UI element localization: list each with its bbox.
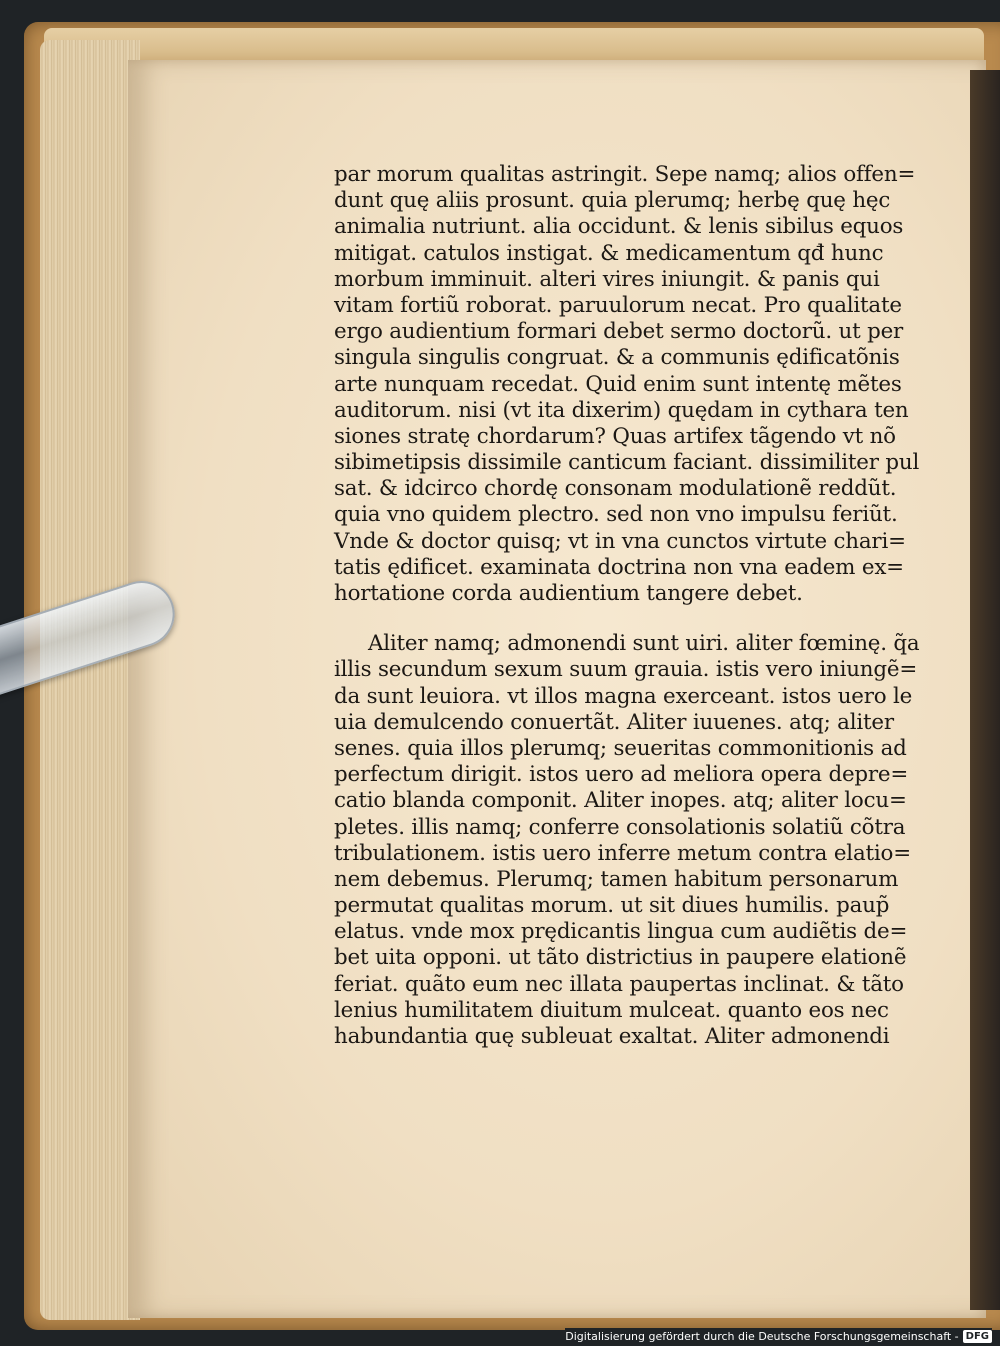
text-line: lenius humilitatem diuitum mulceat. quanto eos nec	[334, 997, 889, 1023]
page-text	[334, 162, 934, 1050]
text-line: sat. & idcirco chordę consonam modulationẽ reddũt.	[334, 476, 897, 502]
text-line: singula singulis congruat. & a communis ędificatõnis	[334, 345, 900, 371]
text-line: senes. quia illos plerumq; seueritas commonitionis ad	[334, 735, 907, 761]
text-line: morbum imminuit. alteri vires iniungit. & panis qui	[334, 266, 880, 292]
text-line: catio blanda componit. Aliter inopes. atq; aliter locu=	[334, 788, 907, 814]
text-line: siones stratę chordarum? Quas artifex tãgendo vt nõ	[334, 423, 896, 449]
text-line: tribulationem. istis uero inferre metum contra elatio=	[334, 840, 911, 866]
text-line: perfectum dirigit. istos uero ad meliora opera depre=	[334, 762, 909, 788]
gutter-shadow	[970, 70, 1000, 1310]
book-fore-edge	[40, 40, 140, 1320]
text-line: tatis ędificet. examinata doctrina non vna eadem ex=	[334, 554, 904, 580]
text-line: arte nunquam recedat. Quid enim sunt intentę mẽtes	[334, 371, 902, 397]
text-line: da sunt leuiora. vt illos magna exerceant. istos uero le	[334, 683, 913, 709]
text-line: dunt quę aliis prosunt. quia plerumq; herbę quę hęc	[334, 188, 891, 214]
text-line: animalia nutriunt. alia occidunt. & lenis sibilus equos	[334, 214, 904, 240]
text-line: ergo audientium formari debet sermo doctorũ. ut per	[334, 319, 904, 345]
text-line: habundantia quę subleuat exaltat. Aliter admonendi	[334, 1024, 890, 1049]
text-line: bet uita opponi. ut tãto districtius in paupere elationẽ	[334, 945, 907, 971]
text-line: quia vno quidem plectro. sed non vno impulsu feriũt.	[334, 502, 898, 528]
footer-credit-bar	[565, 1328, 992, 1344]
text-line: Aliter namq; admonendi sunt uiri. aliter fœminę. q̃a	[368, 631, 920, 657]
text-line: sibimetipsis dissimile canticum faciant. dissimiliter pul	[334, 450, 920, 476]
text-line: auditorum. nisi (vt ita dixerim) quędam in cythara ten	[334, 397, 909, 423]
text-line: vitam fortiũ roborat. paruulorum necat. Pro qualitate	[334, 292, 902, 318]
text-line: Vnde & doctor quisq; vt in vna cunctos virtute chari=	[334, 528, 906, 554]
text-line: illis secundum sexum suum grauia. istis vero iniungẽ=	[334, 657, 918, 683]
text-line: nem debemus. Plerumq; tamen habitum personarum	[334, 866, 899, 892]
paragraph-2	[334, 631, 934, 1050]
dfg-logo: DFG	[963, 1330, 992, 1343]
text-line: elatus. vnde mox prędicantis lingua cum audiẽtis de=	[334, 919, 908, 945]
footer-credit-text: Digitalisierung gefördert durch die Deutsche Forschungsgemeinschaft -	[565, 1329, 959, 1343]
text-line: hortatione corda audientium tangere debet.	[334, 581, 803, 606]
paragraph-1	[334, 162, 934, 607]
text-line: pletes. illis namq; conferre consolationis solatiũ cõtra	[334, 814, 906, 840]
text-line: par morum qualitas astringit. Sepe namq; alios offen=	[334, 162, 916, 187]
text-line: uia demulcendo conuertãt. Aliter iuuenes. atq; aliter	[334, 709, 894, 735]
text-line: feriat. quãto eum nec illata paupertas inclinat. & tãto	[334, 971, 904, 997]
text-line: mitigat. catulos instigat. & medicamentum qđ hunc	[334, 240, 884, 266]
text-line: permutat qualitas morum. ut sit diues humilis. paup̃	[334, 893, 890, 919]
